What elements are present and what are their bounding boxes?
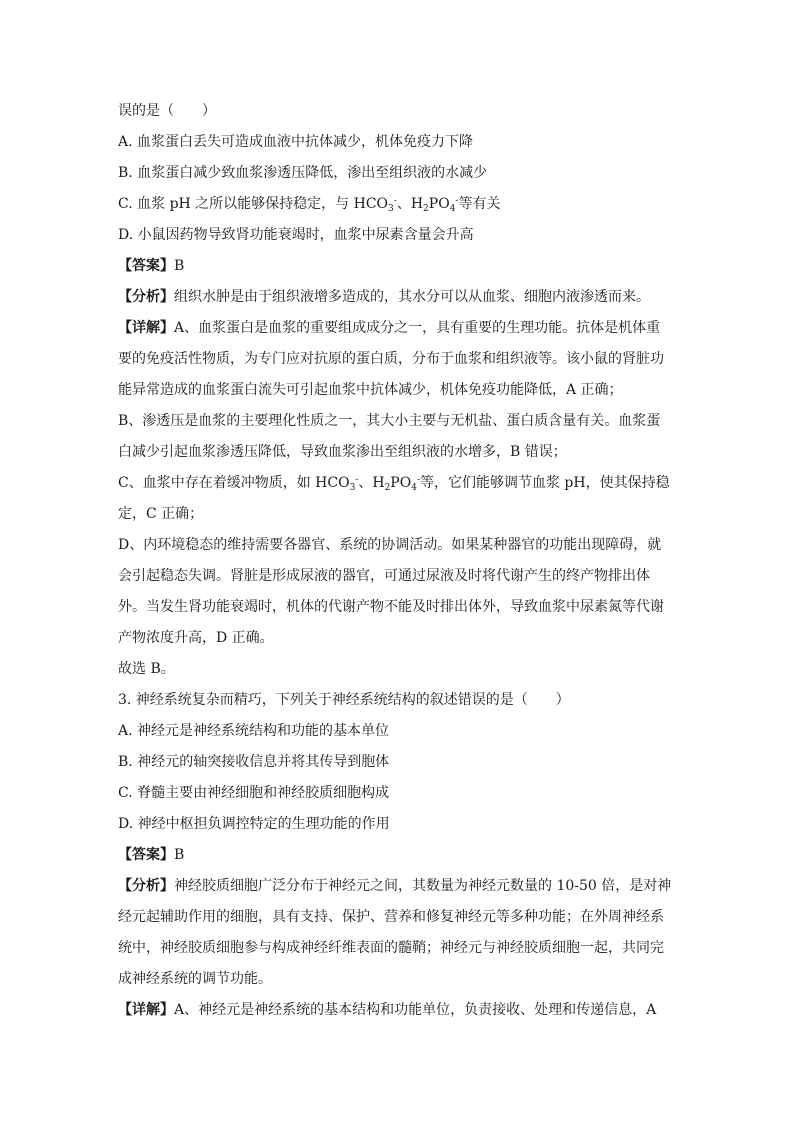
q3-option-c: C. 脊髓主要由神经细胞和神经胶质细胞构成 xyxy=(118,785,390,801)
q2-option-a: A. 血浆蛋白丢失可造成血液中抗体减少，机体免疫力下降 xyxy=(118,134,474,150)
q3-analysis-line-1 xyxy=(118,871,678,902)
q2-option-c xyxy=(118,189,678,220)
q2-detail-line-4: B、渗透压是血浆的主要理化性质之一，其大小主要与无机盐、蛋白质含量有关。血浆蛋 xyxy=(118,413,661,429)
text: PO xyxy=(390,475,412,491)
subscript: 4 xyxy=(411,483,417,493)
q2-answer xyxy=(118,251,678,282)
q2-detail-line-11: 产物浓度升高，D 正确。 xyxy=(118,630,274,646)
q2-detail-line-10: 外。当发生肾功能衰竭时，机体的代谢产物不能及时排出体外，导致血浆中尿素氮等代谢 xyxy=(118,599,664,615)
answer-tag: 【答案】 xyxy=(118,847,174,863)
q3-answer xyxy=(118,840,678,871)
q2-detail-line-6 xyxy=(118,468,678,499)
text: 等，它们能够调节血浆 pH，使其保持稳 xyxy=(419,475,670,491)
detail-tag: 【详解】 xyxy=(118,1002,174,1018)
subscript: 2 xyxy=(384,483,391,493)
superscript: - xyxy=(393,196,397,206)
text: 等有关 xyxy=(458,196,501,212)
text: C、血浆中存在着缓冲物质，如 HCO xyxy=(118,475,350,491)
q2-detail-line-5: 白减少引起血浆渗透压降低，导致血浆渗出至组织液的水增多，B 错误； xyxy=(118,444,567,460)
detail-text: A、神经元是神经系统的基本结构和功能单位，负责接收、处理和传递信息，A xyxy=(174,1002,657,1018)
analysis-text: 神经胶质细胞广泛分布于神经元之间，其数量为神经元数量的 10-50 倍，是对神 xyxy=(174,878,672,894)
superscript: - xyxy=(455,196,459,206)
q3-detail-line-1 xyxy=(118,995,678,1026)
superscript: - xyxy=(355,475,359,485)
detail-tag: 【详解】 xyxy=(118,320,174,336)
superscript: - xyxy=(416,475,420,485)
q2-conclusion: 故选 B。 xyxy=(118,661,175,677)
q3-option-b: B. 神经元的轴突接收信息并将其传导到胞体 xyxy=(118,754,390,770)
detail-text: A、血浆蛋白是血浆的重要组成成分之一，具有重要的生理功能。抗体是机体重 xyxy=(174,320,661,336)
q3-stem: 3. 神经系统复杂而精巧，下列关于神经系统结构的叙述错误的是（ ） xyxy=(118,692,570,708)
q3-analysis-line-3: 统中，神经胶质细胞参与构成神经纤维表面的髓鞘；神经元与神经胶质细胞一起，共同完 xyxy=(118,940,664,956)
q2-detail-line-8: D、内环境稳态的维持需要各器官、系统的协调活动。如果某种器官的功能出现障碍，就 xyxy=(118,537,662,553)
subscript: 3 xyxy=(388,204,394,214)
subscript: 2 xyxy=(423,204,429,214)
q2-option-b: B. 血浆蛋白减少致血浆渗透压降低，渗出至组织液的水减少 xyxy=(118,165,488,181)
analysis-tag: 【分析】 xyxy=(118,878,174,894)
document-page xyxy=(118,96,678,1026)
q3-analysis-line-4: 成神经系统的调节功能。 xyxy=(118,971,272,987)
answer-tag: 【答案】 xyxy=(118,258,174,274)
q2-detail-line-1 xyxy=(118,313,678,344)
q2-detail-line-3: 能异常造成的血浆蛋白流失可引起血浆中抗体减少，机体免疫功能降低，A 正确； xyxy=(118,382,623,398)
q2-analysis xyxy=(118,282,678,313)
text: C. 血浆 pH 之所以能够保持稳定，与 HCO xyxy=(118,196,389,212)
text: 、H xyxy=(358,475,385,491)
answer-value: B xyxy=(174,847,185,863)
analysis-tag: 【分析】 xyxy=(118,289,174,305)
subscript: 4 xyxy=(449,204,456,214)
q2-detail-line-2: 要的免疫活性物质，为专门应对抗原的蛋白质，分布于血浆和组织液等。该小鼠的肾脏功 xyxy=(118,351,664,367)
subscript: 3 xyxy=(349,483,356,493)
answer-value: B xyxy=(174,258,185,274)
q3-analysis-line-2: 经元起辅助作用的细胞，具有支持、保护、营养和修复神经元等多种功能；在外周神经系 xyxy=(118,909,664,925)
q2-detail-line-9: 会引起稳态失调。肾脏是形成尿液的器官，可通过尿液及时将代谢产生的终产物排出体 xyxy=(118,568,650,584)
text: PO xyxy=(428,196,450,212)
text: 、H xyxy=(396,196,424,212)
q2-detail-line-7: 定，C 正确； xyxy=(118,506,204,522)
q3-option-a: A. 神经元是神经系统结构和功能的基本单位 xyxy=(118,723,390,739)
q2-option-d: D. 小鼠因药物导致肾功能衰竭时，血浆中尿素含量会升高 xyxy=(118,227,474,243)
q2-stem-tail: 误的是（ ） xyxy=(118,103,216,119)
analysis-text: 组织水肿是由于组织液增多造成的，其水分可以从血浆、细胞内液渗透而来。 xyxy=(174,289,650,305)
q3-option-d: D. 神经中枢担负调控特定的生理功能的作用 xyxy=(118,816,390,832)
